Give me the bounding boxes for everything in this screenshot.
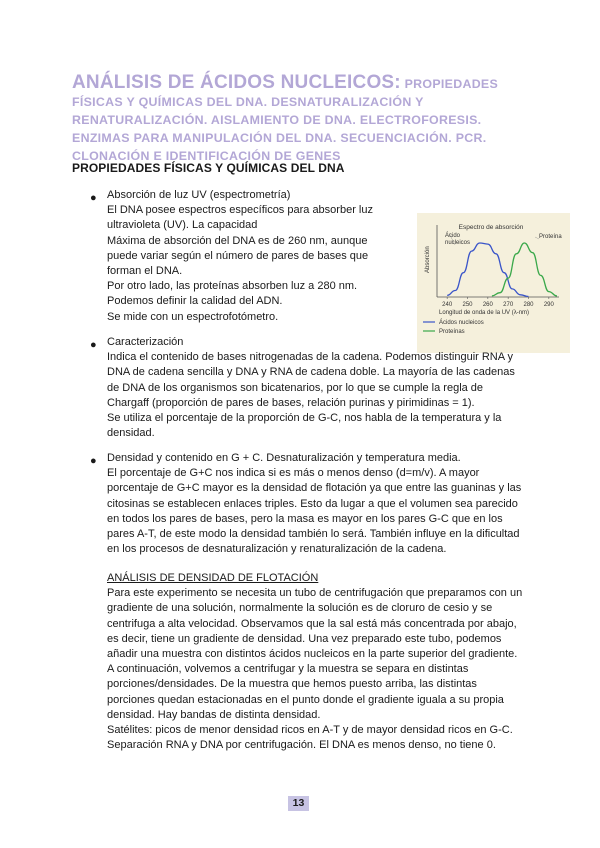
uv-line: El DNA posee espectros específicos para absorber luz — [107, 204, 373, 217]
bullet-icon: ● — [90, 339, 97, 351]
caracterizacion-paragraph — [107, 335, 515, 441]
flotacion-paragraph — [107, 571, 522, 753]
densidad-paragraph — [107, 451, 521, 557]
caracterizacion-line: Indica el contenido de bases nitrogenadas de la cadena. Podemos distinguir RNA y — [107, 351, 514, 364]
uv-line: forman el DNA. — [107, 265, 183, 278]
series-line-acidos-nucleicos — [447, 243, 528, 297]
uv-line: Absorción de luz UV (espectrometría) — [107, 189, 291, 201]
legend-label-acidos: Ácidos nucleicos — [439, 320, 484, 326]
uv-line: Por otro lado, las proteínas absorben luz a 280 nm. — [107, 280, 358, 293]
page-number: 13 — [288, 796, 309, 811]
x-tick-label: 240 — [442, 302, 453, 308]
bullet-icon: ● — [90, 192, 97, 204]
x-tick-label: 280 — [523, 302, 534, 308]
annotation-acido: Ácido — [445, 233, 461, 239]
caracterizacion-line: densidad. — [107, 427, 155, 440]
x-tick-label: 270 — [503, 302, 514, 308]
absorption-spectrum-chart — [417, 213, 570, 353]
document-title — [72, 74, 542, 165]
absorption-spectrum-svg — [417, 213, 570, 353]
flotacion-line: A continuación, volvemos a centrifugar y la muestra se separa en distintas — [107, 663, 469, 676]
uv-paragraph — [107, 188, 373, 325]
document-title-rest: PROPIEDADES FÍSICAS Y QUÍMICAS DEL DNA. DESNATURALIZACIÓN Y RENATURALIZACIÓN. AISLAMIENTO DE DNA. ELECTROFORESIS. ENZIMAS PARA MANIPULACIÓN DEL DNA. SECUENCIACIÓN. PCR. CLONACIÓN E IDENTIFICACIÓN DE GENES — [72, 77, 499, 163]
uv-line: Se mide con un espectrofotómetro. — [107, 310, 279, 323]
caracterizacion-line: Se utiliza el porcentaje de la proporción de G-C, nos habla de la temperatura y la — [107, 412, 502, 425]
caracterizacion-line: DNA de cadena sencilla y DNA y RNA de cadena doble. La mayoría de las cadenas — [107, 366, 515, 379]
caracterizacion-line: de DNA de los organismos son bicatenarios, por lo que se cumple la regla de — [107, 381, 484, 394]
bullet-icon: ● — [90, 455, 97, 467]
uv-line: Podemos definir la calidad del ADN. — [107, 295, 283, 308]
x-tick-labels — [442, 297, 554, 308]
densidad-line: en los procesos de desnaturalización y renaturalización de la cadena. — [107, 543, 447, 556]
x-tick-label: 260 — [482, 302, 493, 308]
x-axis-label: Longitud de onda de la UV (λ-nm) — [439, 310, 530, 316]
flotacion-line: Separación RNA y DNA por centrifugación. El DNA es menos denso, no tiene 0. — [107, 739, 496, 752]
flotacion-line: porciones/densidades. De la muestra que hemos puesto arriba, las distintas — [107, 678, 477, 691]
flotacion-line: centrifuga a alta velocidad. Observamos que la sal está más concentrada por abajo, — [107, 617, 517, 630]
flotacion-line: porciones quedan estacionadas en el punto donde el gradiente iguala a su propia — [107, 693, 504, 706]
densidad-line: Densidad y contenido en G + C. Desnaturalización y temperatura media. — [107, 452, 461, 464]
densidad-line: citosinas se establecen enlaces triples. Esto da lugar a que el volumen sea parecido — [107, 497, 518, 510]
x-tick-label: 250 — [462, 302, 473, 308]
caracterizacion-line: Chargaff (proporción de pares de bases, relación purinas y pirimidinas = 1). — [107, 396, 475, 409]
x-tick-label: 290 — [543, 302, 554, 308]
uv-line: Máxima de absorción del DNA es de 260 nm, aunque — [107, 234, 368, 247]
y-axis-label: Absorción — [425, 246, 431, 273]
uv-line: puede variar según el número de pares de bases que — [107, 249, 369, 262]
densidad-line: pares A-T, de este modo la densidad también lo será. También influye en la dificultad — [107, 528, 520, 541]
densidad-line: porcentaje de G+C mayor es la densidad de flotación ya que entre las guaninas y las — [107, 482, 522, 495]
document-title-main: ANÁLISIS DE ÁCIDOS NUCLEICOS: — [72, 72, 401, 93]
legend-label-proteinas: Proteínas — [439, 329, 465, 335]
flotacion-line: gradiente de una solución, normalmente la solución es de cloruro de cesio y se — [107, 602, 493, 615]
section-heading: PROPIEDADES FÍSICAS Y QUÍMICAS DEL DNA — [72, 161, 345, 175]
flotacion-line: es decir, tiene un gradiente de densidad. Una vez preparado este tubo, podemos — [107, 632, 502, 645]
densidad-line: en todos los pares de bases, pero la masa es mayor en los pares G-C que en los — [107, 512, 503, 525]
annotation-proteina: Proteína — [539, 234, 562, 240]
flotacion-line: densidad. Hay bandas de distinta densidad. — [107, 708, 321, 721]
flotacion-heading: ANÁLISIS DE DENSIDAD DE FLOTACIÓN — [107, 572, 319, 584]
annotation-nucleicos: nucleicos — [445, 240, 471, 246]
densidad-line: El porcentaje de G+C nos indica si es más o menos denso (d=m/v). A mayor — [107, 467, 480, 480]
caracterizacion-line: Caracterización — [107, 336, 184, 348]
flotacion-line: Satélites: picos de menor densidad ricos en A-T y de mayor densidad ricos en G-C. — [107, 724, 513, 737]
chart-title: Espectro de absorción — [458, 224, 524, 231]
flotacion-line: añadir una muestra con distintos ácidos nucleicos en la parte superior del gradiente. — [107, 648, 518, 661]
uv-line: ultravioleta (UV). La capacidad — [107, 219, 258, 232]
flotacion-line: Para este experimento se necesita un tubo de centrifugación que preparamos con un — [107, 587, 523, 600]
